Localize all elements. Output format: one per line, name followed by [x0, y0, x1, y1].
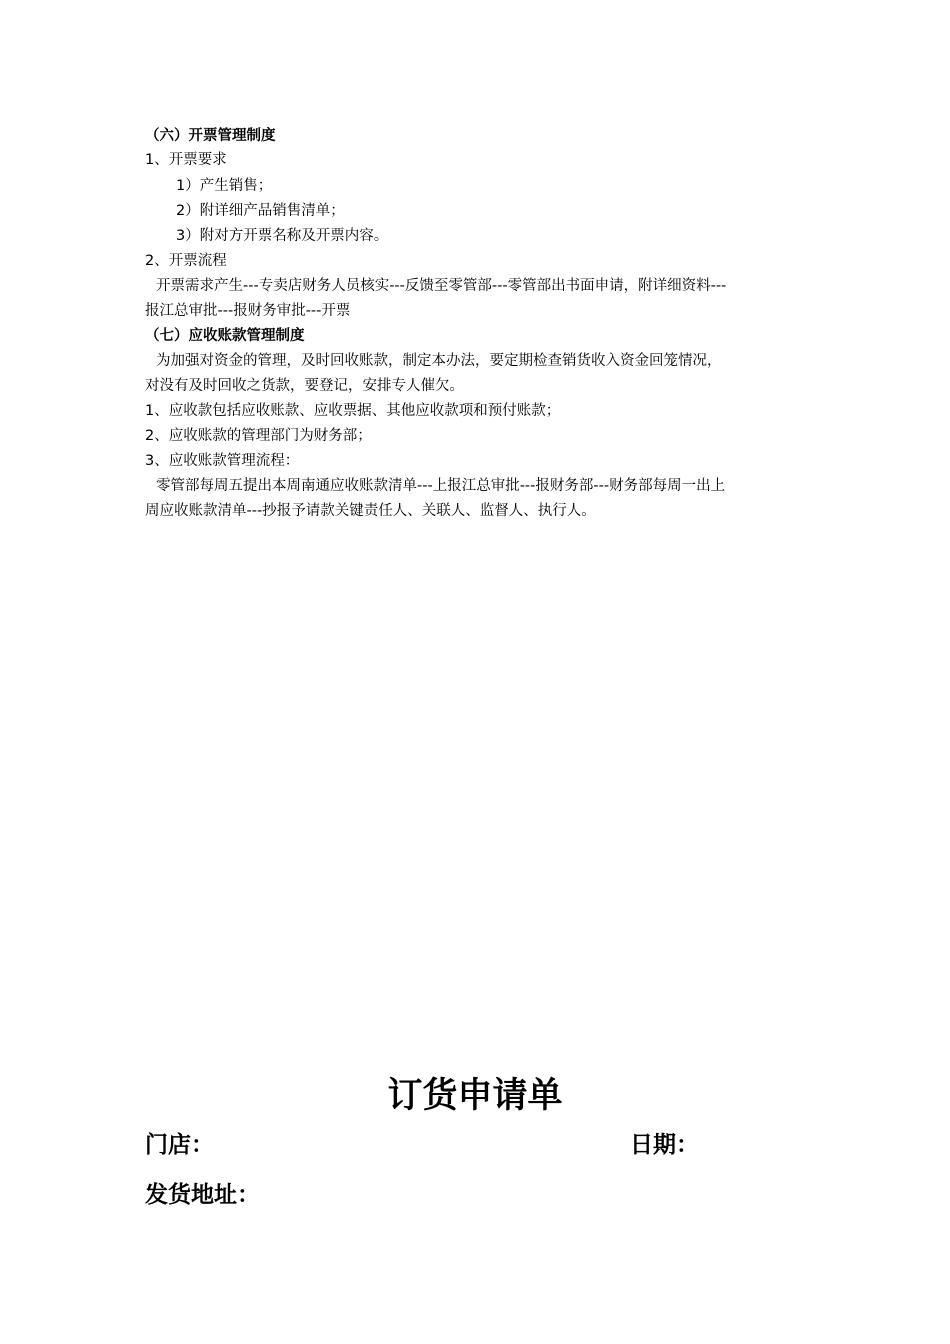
section-7-heading: （七）应收账款管理制度	[145, 328, 305, 344]
invoice-flow-text: 开票需求产生---专卖店财务人员核实---反馈至零管部---零管部出书面申请，附详细资料---	[156, 278, 727, 294]
receivables-item: 1、应收款包括应收账款、应收票据、其他应收款项和预付账款；	[145, 403, 561, 419]
invoice-flow-title: 2、开票流程	[145, 253, 227, 269]
receivables-flow-text: 周应收账款清单---抄报予请款关键责任人、关联人、监督人、执行人。	[145, 503, 596, 519]
receivables-flow-text: 零管部每周五提出本周南通应收账款清单---上报江总审批---报财务部---财务部每周一出上	[156, 478, 726, 494]
invoice-requirements-title: 1、开票要求	[145, 152, 227, 168]
order-form-title: 订货申请单	[387, 1076, 563, 1116]
store-label: 门店：	[145, 1132, 214, 1158]
receivables-intro-text: 为加强对资金的管理，及时回收账款，制定本办法，要定期检查销货收入资金回笼情况，	[156, 353, 722, 369]
section-6-heading: （六）开票管理制度	[145, 128, 276, 144]
shipping-address-label: 发货地址：	[145, 1182, 260, 1208]
date-label: 日期：	[630, 1132, 699, 1158]
receivables-item: 3、应收账款管理流程：	[145, 453, 300, 469]
receivables-item: 2、应收账款的管理部门为财务部；	[145, 428, 372, 444]
invoice-requirement-item: 3）附对方开票名称及开票内容。	[176, 228, 389, 244]
invoice-flow-text: 报江总审批---报财务审批---开票	[145, 303, 351, 319]
receivables-intro-text: 对没有及时回收之货款，要登记，安排专人催欠。	[145, 378, 464, 394]
invoice-requirement-item: 1）产生销售；	[176, 178, 273, 194]
invoice-requirement-item: 2）附详细产品销售清单；	[176, 203, 345, 219]
